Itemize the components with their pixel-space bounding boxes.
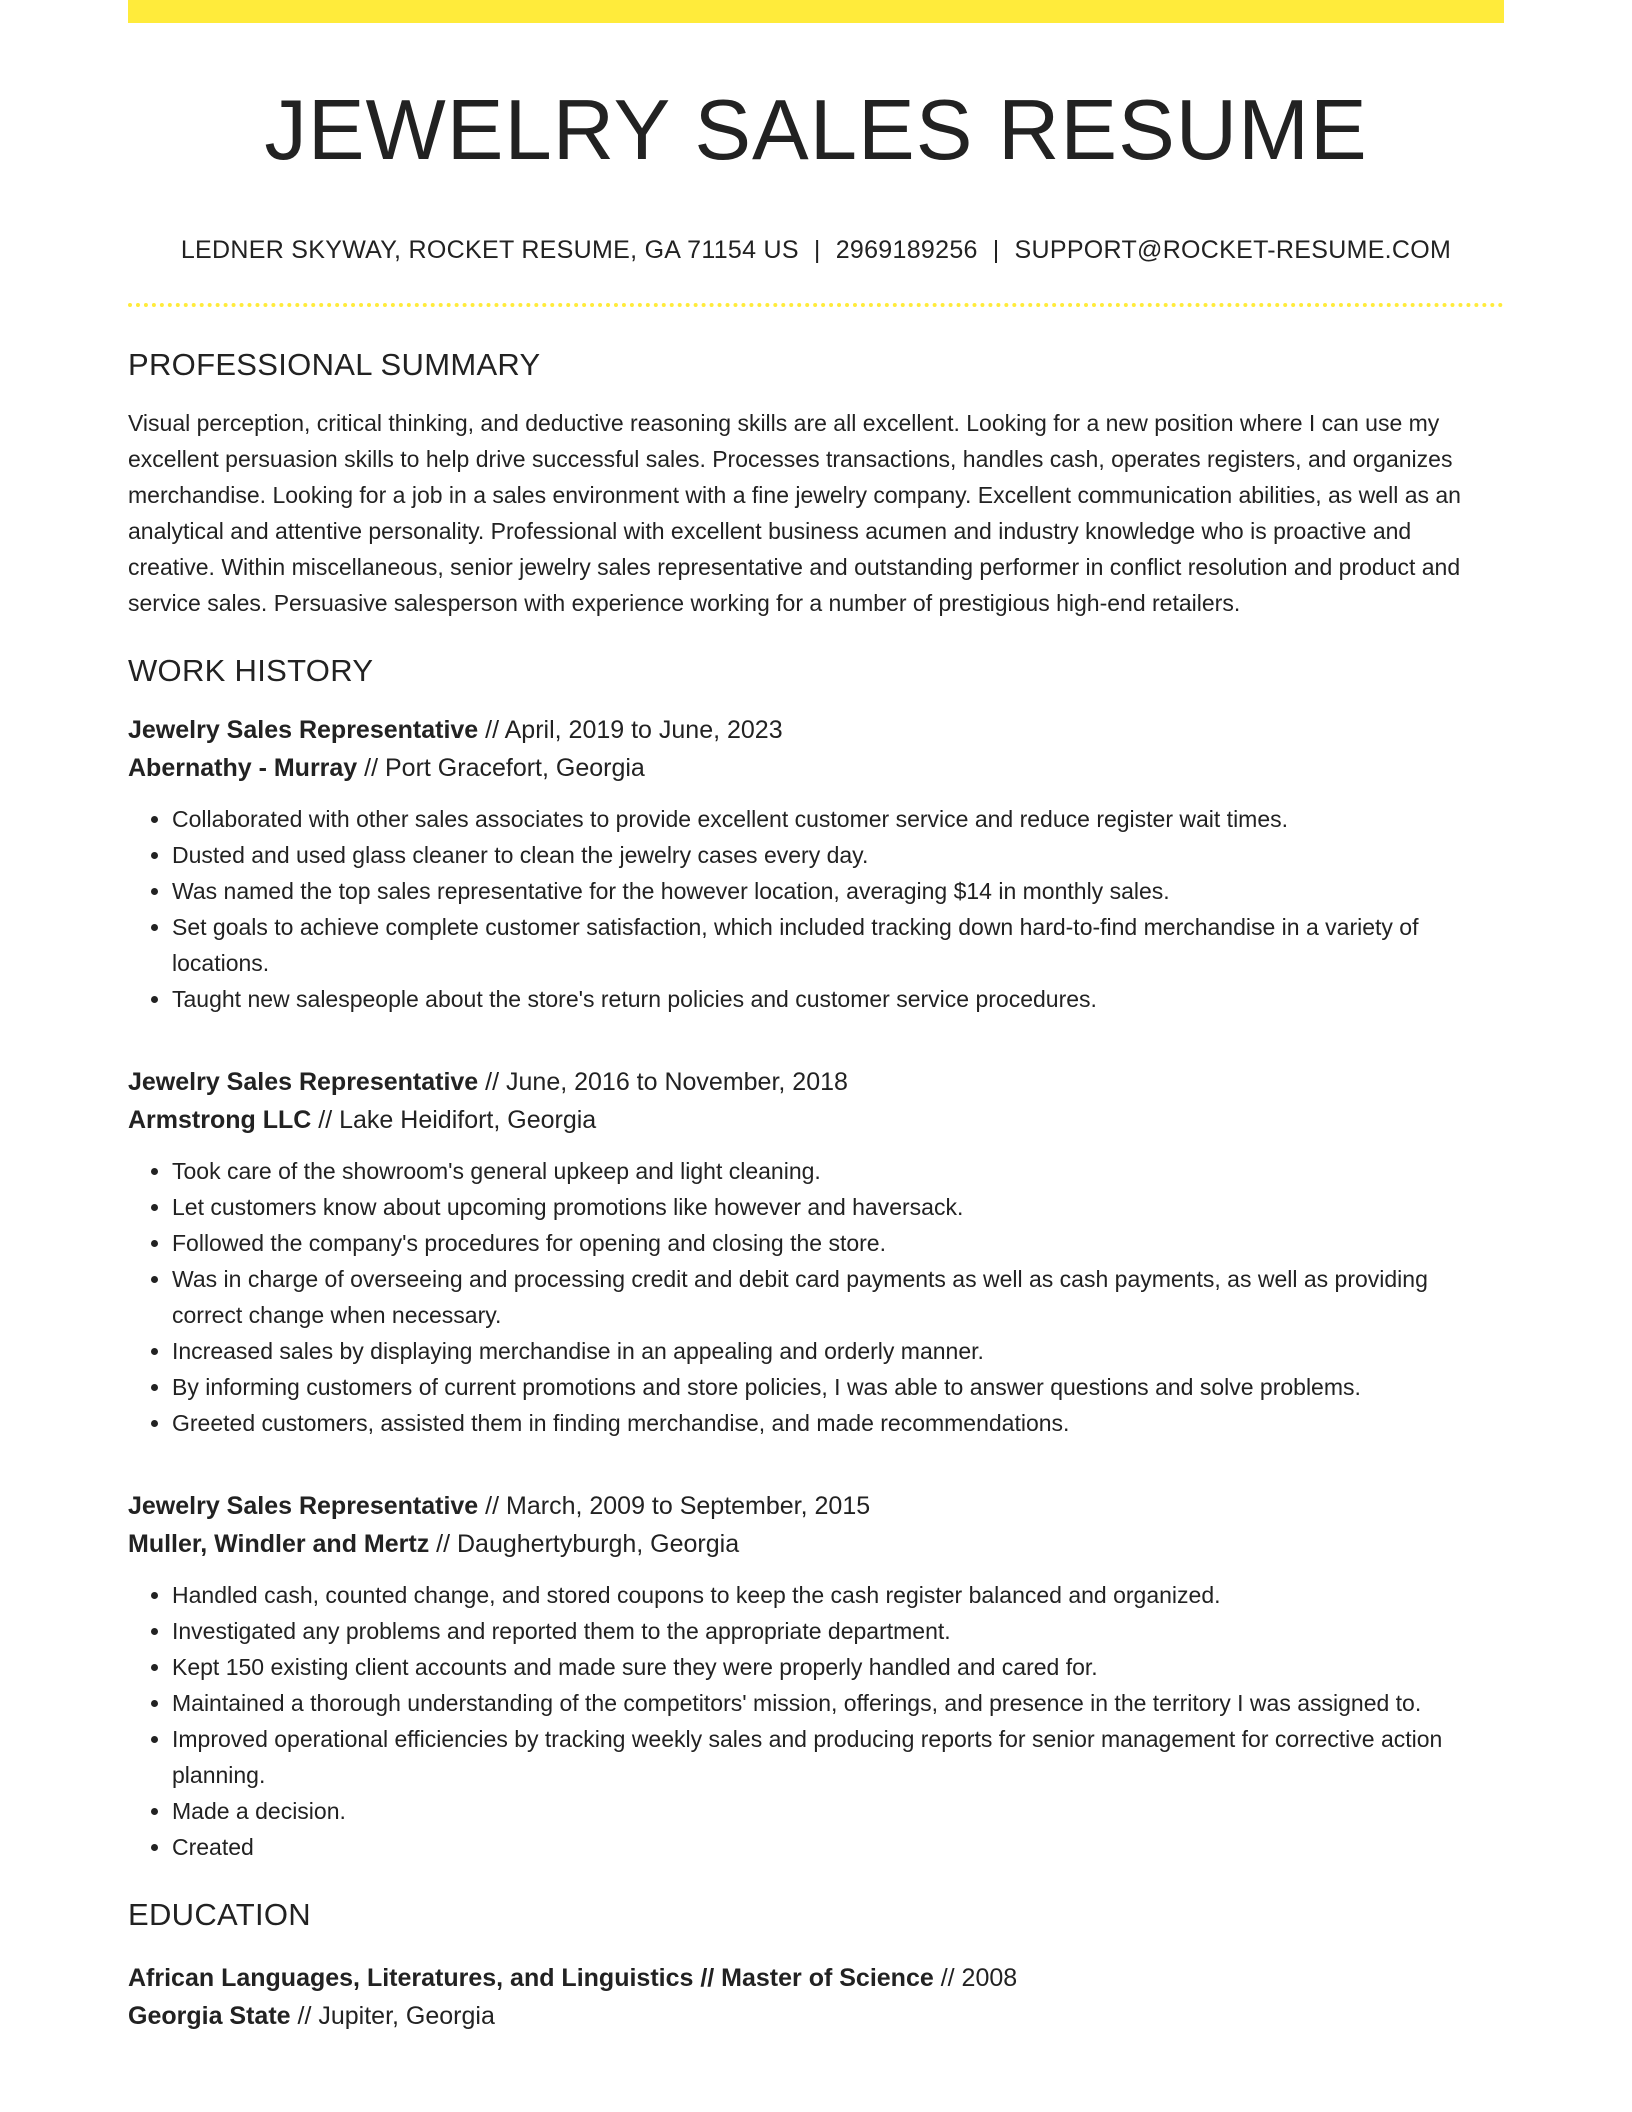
education-location: // Jupiter, Georgia — [297, 2001, 495, 2030]
education-school-line — [128, 1997, 1504, 2035]
summary-text: Visual perception, critical thinking, and deductive reasoning skills are all excellent. Looking for a new position where I can use my excellent persuasion skills to help drive successful sales. Processes transactions, handles cash, operates registers, and organizes merchandise. Looking for a job in a sales environment with a fine jewelry company. Excellent communication abilities, as well as an analytical and attentive personality. Professional with excellent business acumen and industry knowledge who is proactive and creative. Within miscellaneous, senior jewelry sales representative and outstanding performer in conflict resolution and product and service sales. Persuasive salesperson with experience working for a number of prestigious high-end retailers. — [128, 409, 1461, 616]
job-bullet: • Increased sales by displaying merchandise in an appealing and orderly manner. — [172, 1333, 1504, 1369]
job-bullet: • Followed the company's procedures for opening and closing the store. — [172, 1225, 1504, 1261]
job-dates: // April, 2019 to June, 2023 — [485, 715, 783, 744]
job-bullet: • Improved operational efficiencies by tracking weekly sales and producing reports for senior management for corrective action planning. — [172, 1721, 1504, 1793]
job-company: Armstrong LLC — [128, 1105, 312, 1134]
job-bullet: • By informing customers of current promotions and store policies, I was able to answer questions and solve problems. — [172, 1369, 1504, 1405]
contact-line — [128, 236, 1504, 265]
job-company-line — [128, 1525, 1504, 1563]
job-bullet: • Was named the top sales representative for the however location, averaging $14 in monthly sales. — [172, 873, 1504, 909]
job-location: // Lake Heidifort, Georgia — [318, 1105, 597, 1134]
job-title-line — [128, 1487, 1504, 1525]
job-company-line — [128, 749, 1504, 787]
job-bullet: • Made a decision. — [172, 1793, 1504, 1829]
job-bullets — [128, 1153, 1504, 1441]
job-bullet: • Taught new salespeople about the store's return policies and customer service procedures. — [172, 981, 1504, 1017]
job-bullet: • Set goals to achieve complete customer satisfaction, which included tracking down hard-to-find merchandise in a variety of locations. — [172, 909, 1504, 981]
contact-separator: | — [813, 235, 821, 264]
job-bullets — [128, 1577, 1504, 1865]
work-history-heading: WORK HISTORY — [128, 652, 374, 688]
education-degree: African Languages, Literatures, and Linguistics // Master of Science — [128, 1963, 934, 1992]
job-title-line — [128, 1063, 1504, 1101]
summary-heading: PROFESSIONAL SUMMARY — [128, 346, 541, 382]
job-title: Jewelry Sales Representative — [128, 715, 479, 744]
job-entry — [128, 1063, 1504, 1441]
job-dates: // June, 2016 to November, 2018 — [485, 1067, 848, 1096]
job-bullet: • Kept 150 existing client accounts and made sure they were properly handled and cared for. — [172, 1649, 1504, 1685]
job-title: Jewelry Sales Representative — [128, 1491, 479, 1520]
education-entry — [128, 1959, 1504, 2035]
contact-email: SUPPORT@ROCKET-RESUME.COM — [1014, 235, 1452, 264]
job-bullet: • Greeted customers, assisted them in finding merchandise, and made recommendations. — [172, 1405, 1504, 1441]
job-bullet: • Handled cash, counted change, and stored coupons to keep the cash register balanced and organized. — [172, 1577, 1504, 1613]
job-location: // Port Gracefort, Georgia — [364, 753, 645, 782]
job-dates: // March, 2009 to September, 2015 — [485, 1491, 871, 1520]
contact-address: LEDNER SKYWAY, ROCKET RESUME, GA 71154 US — [180, 235, 799, 264]
job-title-line — [128, 711, 1504, 749]
contact-separator: | — [992, 235, 1000, 264]
top-accent-bar — [128, 0, 1504, 23]
job-company: Abernathy - Murray — [128, 753, 358, 782]
resume-title: JEWELRY SALES RESUME — [264, 83, 1368, 178]
job-bullet: • Collaborated with other sales associates to provide excellent customer service and reduce register wait times. — [172, 801, 1504, 837]
contact-phone: 2969189256 — [835, 235, 978, 264]
job-bullet: • Dusted and used glass cleaner to clean the jewelry cases every day. — [172, 837, 1504, 873]
job-company: Muller, Windler and Mertz — [128, 1529, 430, 1558]
job-title: Jewelry Sales Representative — [128, 1067, 479, 1096]
job-company-line — [128, 1101, 1504, 1139]
header-divider — [128, 303, 1504, 307]
job-entry — [128, 1487, 1504, 1865]
education-degree-line — [128, 1959, 1504, 1997]
resume-page — [128, 0, 1504, 2035]
education-year: // 2008 — [940, 1963, 1018, 1992]
job-bullet: • Took care of the showroom's general upkeep and light cleaning. — [172, 1153, 1504, 1189]
job-bullet: • Investigated any problems and reported them to the appropriate department. — [172, 1613, 1504, 1649]
job-bullet: • Maintained a thorough understanding of the competitors' mission, offerings, and presence in the territory I was assigned to. — [172, 1685, 1504, 1721]
job-bullets — [128, 801, 1504, 1017]
job-bullet: • Let customers know about upcoming promotions like however and haversack. — [172, 1189, 1504, 1225]
job-bullet: • Created — [172, 1829, 1504, 1865]
education-heading: EDUCATION — [128, 1896, 311, 1932]
job-location: // Daughertyburgh, Georgia — [436, 1529, 740, 1558]
job-bullet: • Was in charge of overseeing and processing credit and debit card payments as well as cash payments, as well as providing correct change when necessary. — [172, 1261, 1504, 1333]
job-entry — [128, 711, 1504, 1017]
education-school: Georgia State — [128, 2001, 291, 2030]
